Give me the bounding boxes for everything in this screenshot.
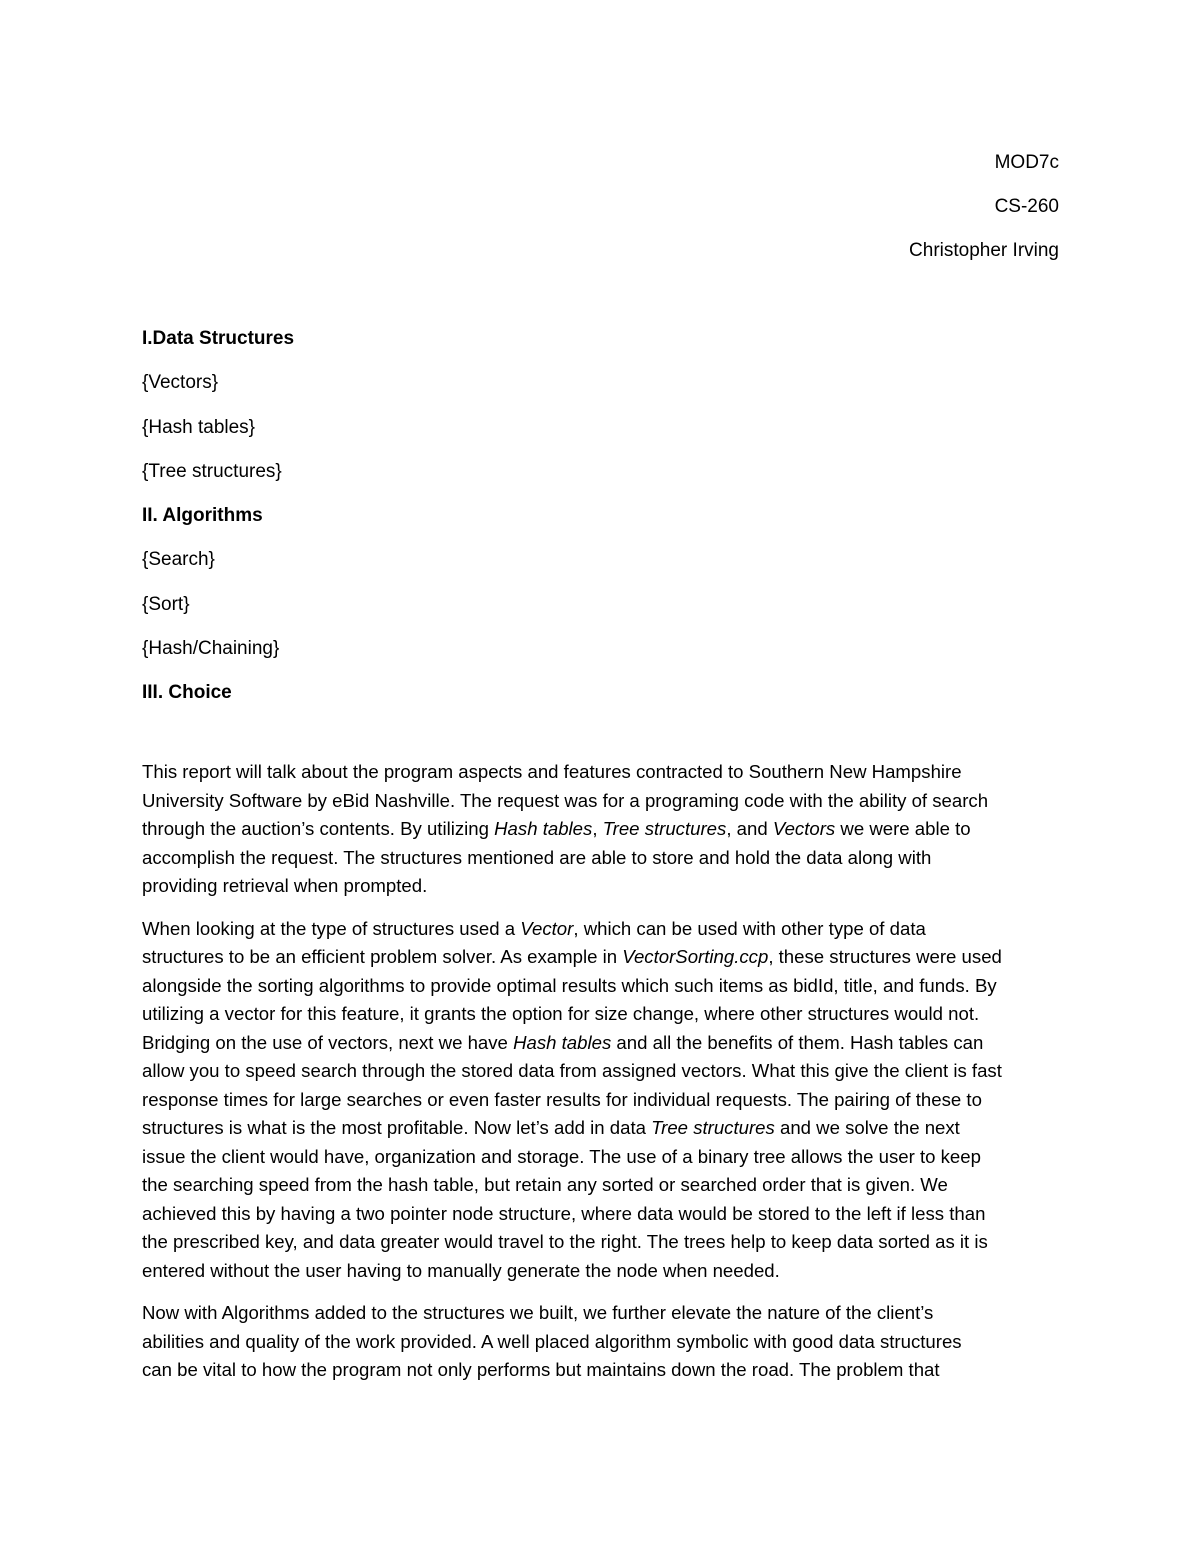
text-run: the searching speed from the hash table, but retain any sorted or searched order that is given. We <box>142 1174 948 1195</box>
text-run: , which can be used with other type of data <box>573 917 926 939</box>
text-run: response times for large searches or even faster results for individual requests. The pairing of these to <box>142 1088 982 1110</box>
text-run: and all the benefits of them. Hash tables can <box>611 1031 984 1053</box>
text-run: University Software by eBid Nashville. The request was for a programing code with the ability of search <box>142 789 989 811</box>
text-line <box>142 1356 1062 1385</box>
body-paragraph <box>142 1299 1062 1385</box>
outline-item: {Search} <box>142 549 215 571</box>
author-name: Christopher Irving <box>909 240 1059 261</box>
text-line <box>142 787 1062 816</box>
outline-item: {Hash/Chaining} <box>142 638 280 660</box>
text-run: , and <box>726 818 773 839</box>
text-run: the prescribed key, and data greater would travel to the right. The trees help to keep data sorted as it is <box>142 1231 988 1252</box>
italic-term: Tree structures <box>651 1117 775 1138</box>
text-line <box>142 1086 1062 1115</box>
text-run: and we solve the next <box>774 1117 960 1138</box>
text-run: utilizing a vector for this feature, it grants the option for size change, where other structures would not. <box>142 1003 980 1024</box>
body-paragraph <box>142 758 1062 901</box>
text-run: accomplish the request. The structures mentioned are able to store and hold the data along with <box>142 846 932 868</box>
text-run: entered without the user having to manually generate the node when needed. <box>142 1259 780 1281</box>
italic-term: Tree structures <box>602 818 727 839</box>
text-line <box>142 943 1062 972</box>
text-run: Bridging on the use of vectors, next we have <box>142 1031 514 1053</box>
text-run: providing retrieval when prompted. <box>142 875 428 896</box>
outline-section-heading: III. Choice <box>142 682 232 704</box>
document-header <box>909 141 1059 273</box>
text-run: , these structures were used <box>768 946 1002 967</box>
outline-item: {Sort} <box>142 593 190 615</box>
text-run: can be vital to how the program not only performs but maintains down the road. The problem that <box>142 1359 940 1380</box>
outline-item: {Vectors} <box>142 372 219 394</box>
text-line <box>142 844 1062 873</box>
text-run: achieved this by having a two pointer node structure, where data would be stored to the left if less than <box>142 1202 986 1224</box>
text-run: alongside the sorting algorithms to provide optimal results which such items as bidId, title, and funds. By <box>142 974 997 996</box>
text-run: , <box>592 818 603 839</box>
outline-section-heading: I.Data Structures <box>142 328 295 349</box>
italic-term: VectorSorting.ccp <box>622 946 769 967</box>
text-line <box>142 872 1062 901</box>
text-run: structures is what is the most profitable. Now let’s add in data <box>142 1117 652 1138</box>
module-label: MOD7c <box>994 152 1059 173</box>
text-line <box>142 1171 1062 1200</box>
text-line <box>142 1114 1062 1143</box>
report-body <box>142 758 1062 1399</box>
outline-item: {Hash tables} <box>142 416 256 438</box>
italic-term: Vectors <box>772 818 836 839</box>
text-line <box>142 1299 1062 1328</box>
text-line <box>142 1328 1062 1357</box>
text-line <box>142 1143 1062 1172</box>
text-run: through the auction’s contents. By utilizing <box>142 818 495 839</box>
text-line <box>142 1228 1062 1257</box>
course-code: CS-260 <box>994 196 1059 217</box>
outline-section-heading: II. Algorithms <box>142 505 263 527</box>
text-run: structures to be an efficient problem solver. As example in <box>142 946 623 967</box>
text-line <box>142 1257 1062 1286</box>
text-line <box>142 1200 1062 1229</box>
text-line <box>142 758 1062 787</box>
text-line <box>142 915 1062 944</box>
text-run: Now with Algorithms added to the structures we built, we further elevate the nature of the client’s <box>142 1302 934 1323</box>
text-line <box>142 815 1062 844</box>
italic-term: Hash tables <box>513 1031 612 1053</box>
body-paragraph <box>142 915 1062 1286</box>
text-run: we were able to <box>835 818 971 839</box>
text-run: This report will talk about the program aspects and features contracted to Southern New Hampshire <box>142 761 962 782</box>
text-line <box>142 1057 1062 1086</box>
text-run: abilities and quality of the work provided. A well placed algorithm symbolic with good data structures <box>142 1330 962 1352</box>
text-run: allow you to speed search through the stored data from assigned vectors. What this give the client is fast <box>142 1060 1002 1081</box>
text-line <box>142 1029 1062 1058</box>
text-run: issue the client would have, organization and storage. The use of a binary tree allows the user to keep <box>142 1145 981 1167</box>
text-run: When looking at the type of structures used a <box>142 917 521 939</box>
text-line <box>142 1000 1062 1029</box>
italic-term: Hash tables <box>494 818 593 839</box>
outline-list <box>142 317 294 716</box>
italic-term: Vector <box>520 917 574 939</box>
text-line <box>142 972 1062 1001</box>
outline-item: {Tree structures} <box>142 460 282 482</box>
